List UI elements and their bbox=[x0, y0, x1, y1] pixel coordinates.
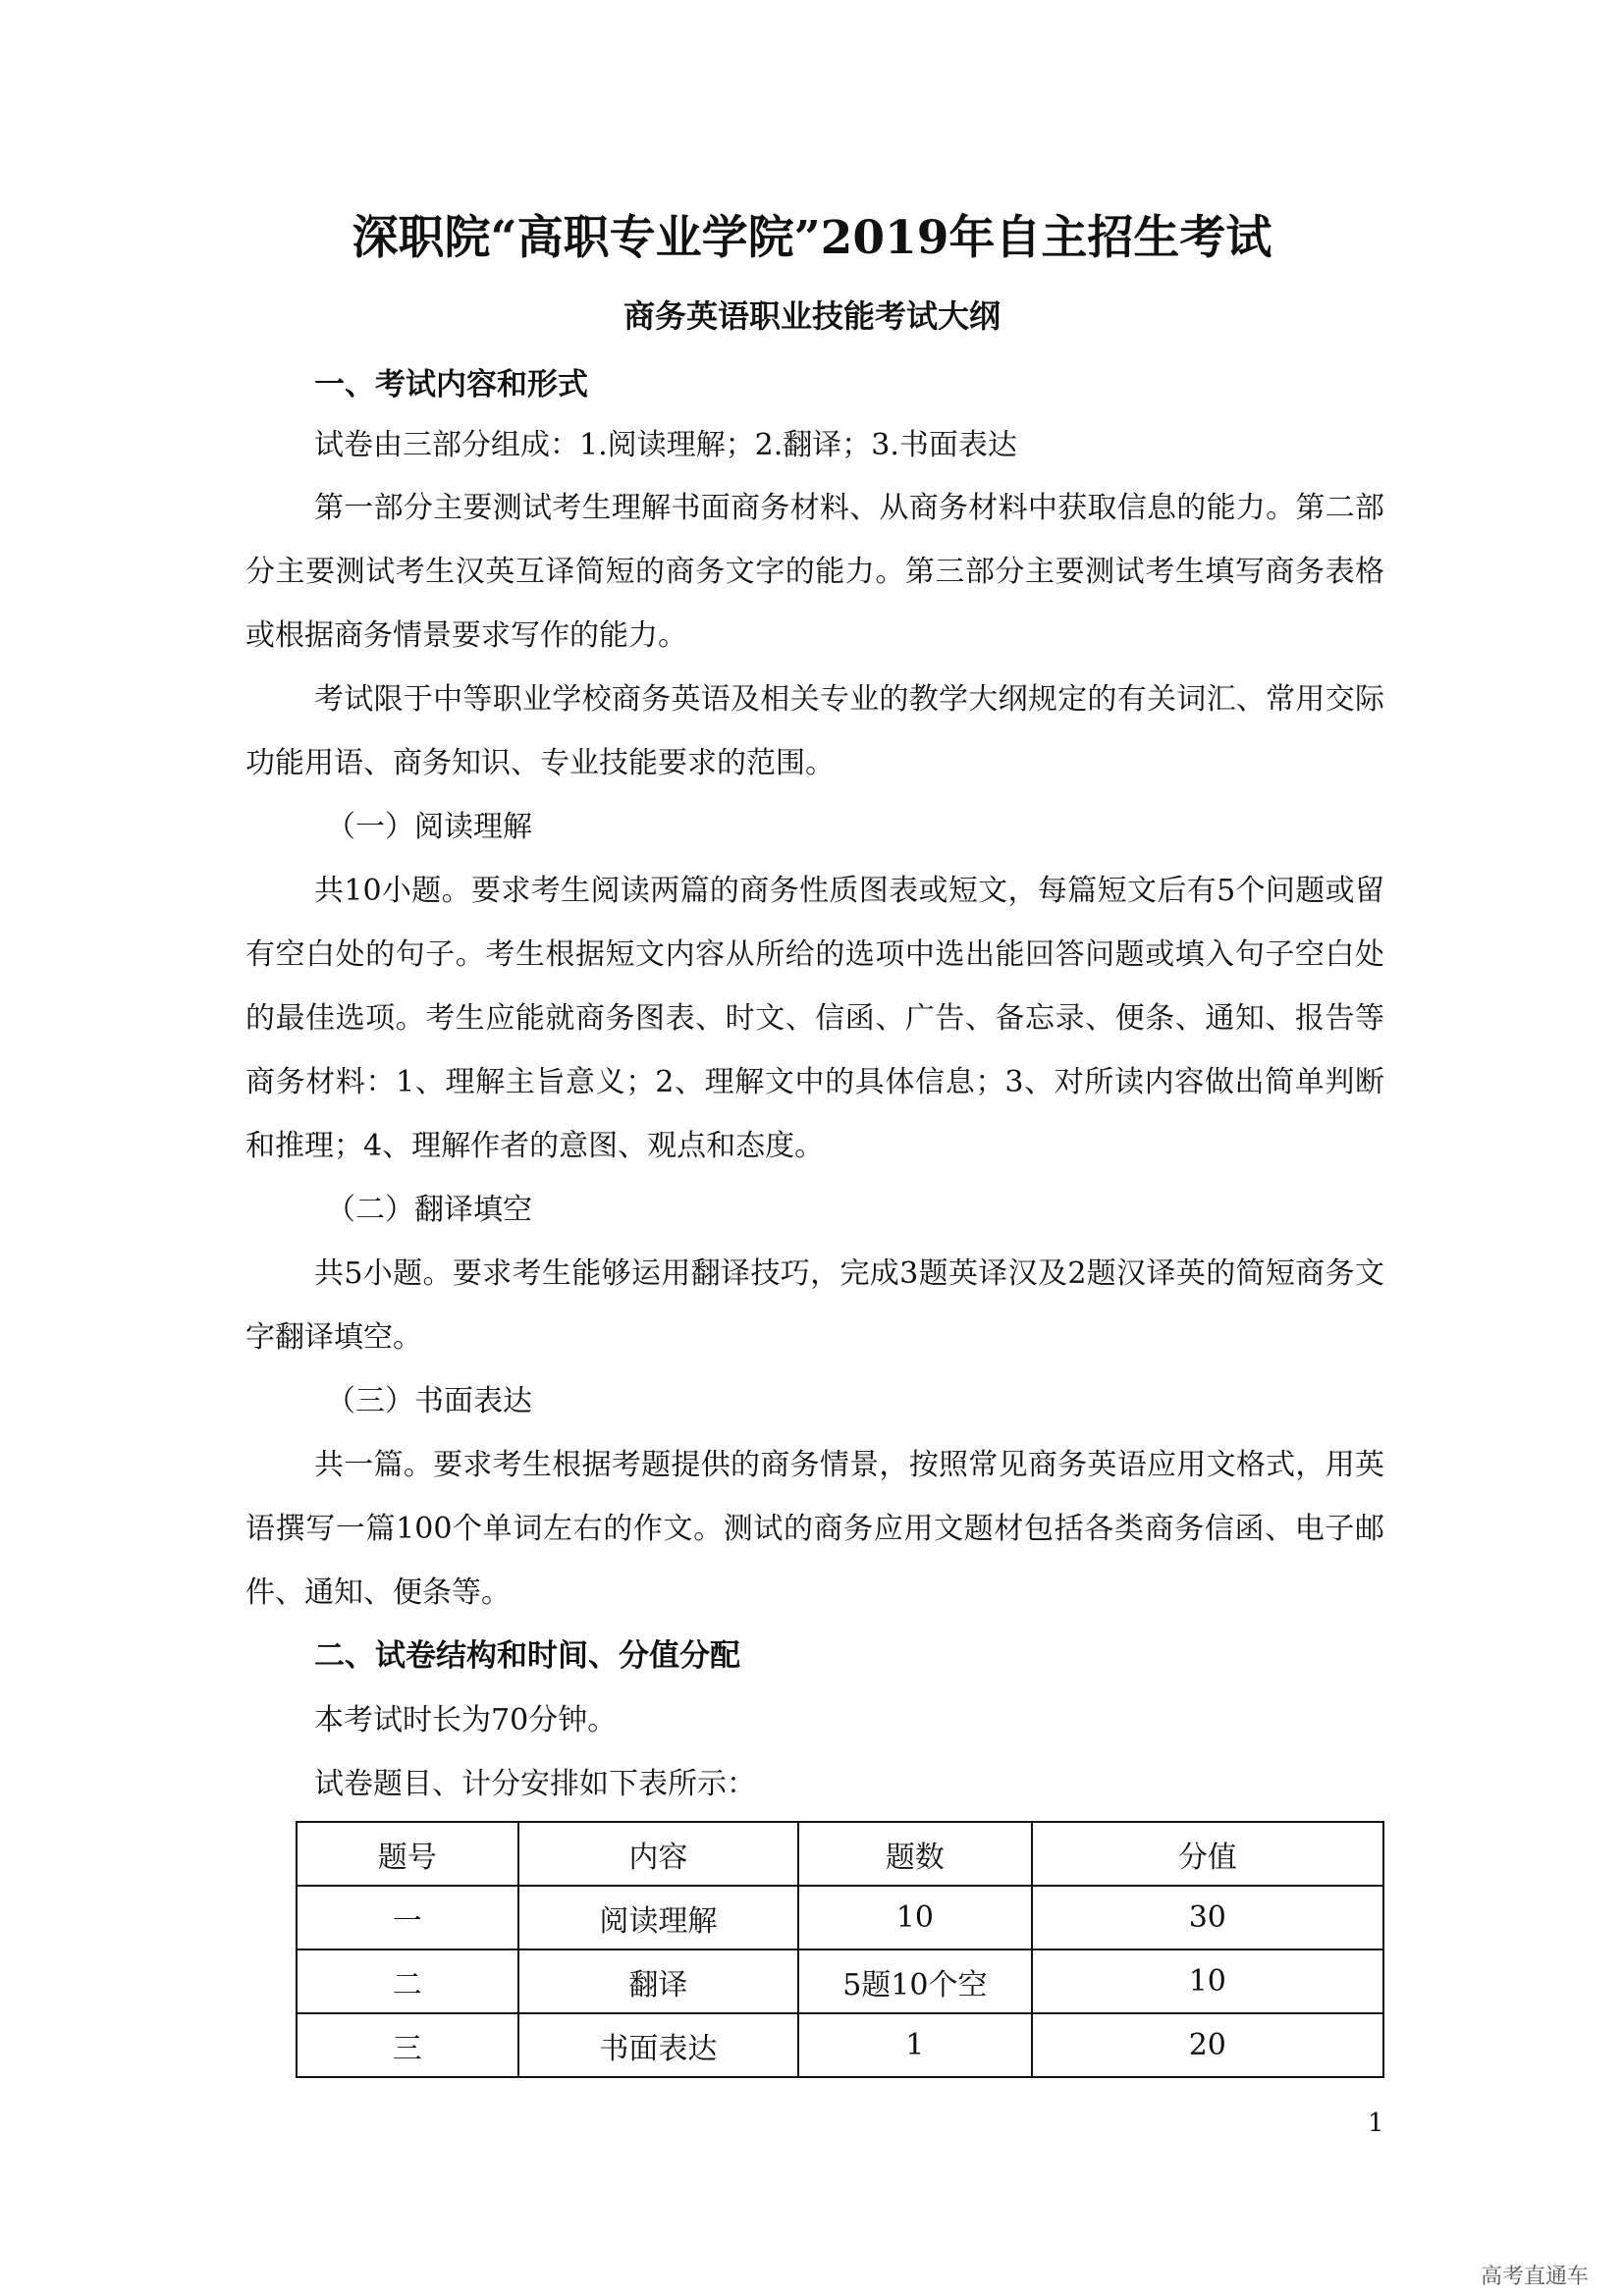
document-subtitle: 商务英语职业技能考试大纲 bbox=[623, 297, 1001, 335]
table-cell: 书面表达 bbox=[518, 2013, 798, 2077]
table-header-cell: 分值 bbox=[1032, 1822, 1383, 1886]
table-header-cell: 题数 bbox=[798, 1822, 1032, 1886]
table-cell: 1 bbox=[798, 2013, 1032, 2077]
table-cell: 30 bbox=[1032, 1886, 1383, 1949]
table-cell: 二 bbox=[297, 1949, 518, 2013]
sub1-text: 共10小题。要求考生阅读两篇的商务性质图表或短文，每篇短文后有5个问题或留有空白处的句子。考生根据短文内容从所给的选项中选出能回答问题或填入句子空白处的最佳选项。考生应能就商务图表、时文、信函、广告、备忘录、便条、通知、报告等商务材料：1、理解主旨意义；2、理解文中的具体信息；3、对所读内容做出简单判断和推理；4、理解作者的意图、观点和态度。 bbox=[245, 874, 1384, 1163]
table-cell: 5题10个空 bbox=[798, 1949, 1032, 2013]
section1-para2: 考试限于中等职业学校商务英语及相关专业的教学大纲规定的有关词汇、常用交际功能用语、商务知识、专业技能要求的范围。 bbox=[245, 682, 1384, 780]
sub2-heading: （二）翻译填空 bbox=[326, 1193, 532, 1227]
table-row bbox=[297, 2013, 1383, 2077]
table-cell: 一 bbox=[297, 1886, 518, 1949]
sub2-text: 共5小题。要求考生能够运用翻译技巧，完成3题英译汉及2题汉译英的简短商务文字翻译填空。 bbox=[245, 1256, 1384, 1355]
table-cell: 三 bbox=[297, 2013, 518, 2077]
sub1-heading: （一）阅读理解 bbox=[326, 810, 532, 844]
watermark: 高考直通车 bbox=[1481, 2265, 1590, 2289]
table-row bbox=[297, 1949, 1383, 2013]
section1-heading: 一、考试内容和形式 bbox=[314, 367, 588, 402]
table-header-cell: 内容 bbox=[518, 1822, 798, 1886]
score-table bbox=[296, 1821, 1384, 2078]
table-cell: 翻译 bbox=[518, 1949, 798, 2013]
section2-heading: 二、试卷结构和时间、分值分配 bbox=[314, 1638, 740, 1674]
section2-duration: 本考试时长为70分钟。 bbox=[314, 1703, 618, 1737]
table-cell: 20 bbox=[1032, 2013, 1383, 2077]
table-header-cell: 题号 bbox=[297, 1822, 518, 1886]
section1-intro: 试卷由三部分组成：1.阅读理解；2.翻译；3.书面表达 bbox=[314, 428, 1017, 462]
page-number: 1 bbox=[1368, 2109, 1384, 2138]
table-header-row bbox=[297, 1822, 1383, 1886]
sub3-heading: （三）书面表达 bbox=[326, 1384, 532, 1418]
table-cell: 10 bbox=[1032, 1949, 1383, 2013]
section2-table-intro: 试卷题目、计分安排如下表所示： bbox=[314, 1767, 756, 1801]
table-cell: 阅读理解 bbox=[518, 1886, 798, 1949]
table-row bbox=[297, 1886, 1383, 1949]
document-title: 深职院“高职专业学院”2019年自主招生考试 bbox=[352, 211, 1272, 265]
section1-para1: 第一部分主要测试考生理解书面商务材料、从商务材料中获取信息的能力。第二部分主要测试考生汉英互译简短的商务文字的能力。第三部分主要测试考生填写商务表格或根据商务情景要求写作的能力。 bbox=[245, 491, 1384, 653]
table-cell: 10 bbox=[798, 1886, 1032, 1949]
sub3-text: 共一篇。要求考生根据考题提供的商务情景，按照常见商务英语应用文格式，用英语撰写一篇100个单词左右的作文。测试的商务应用文题材包括各类商务信函、电子邮件、通知、便条等。 bbox=[245, 1448, 1384, 1610]
